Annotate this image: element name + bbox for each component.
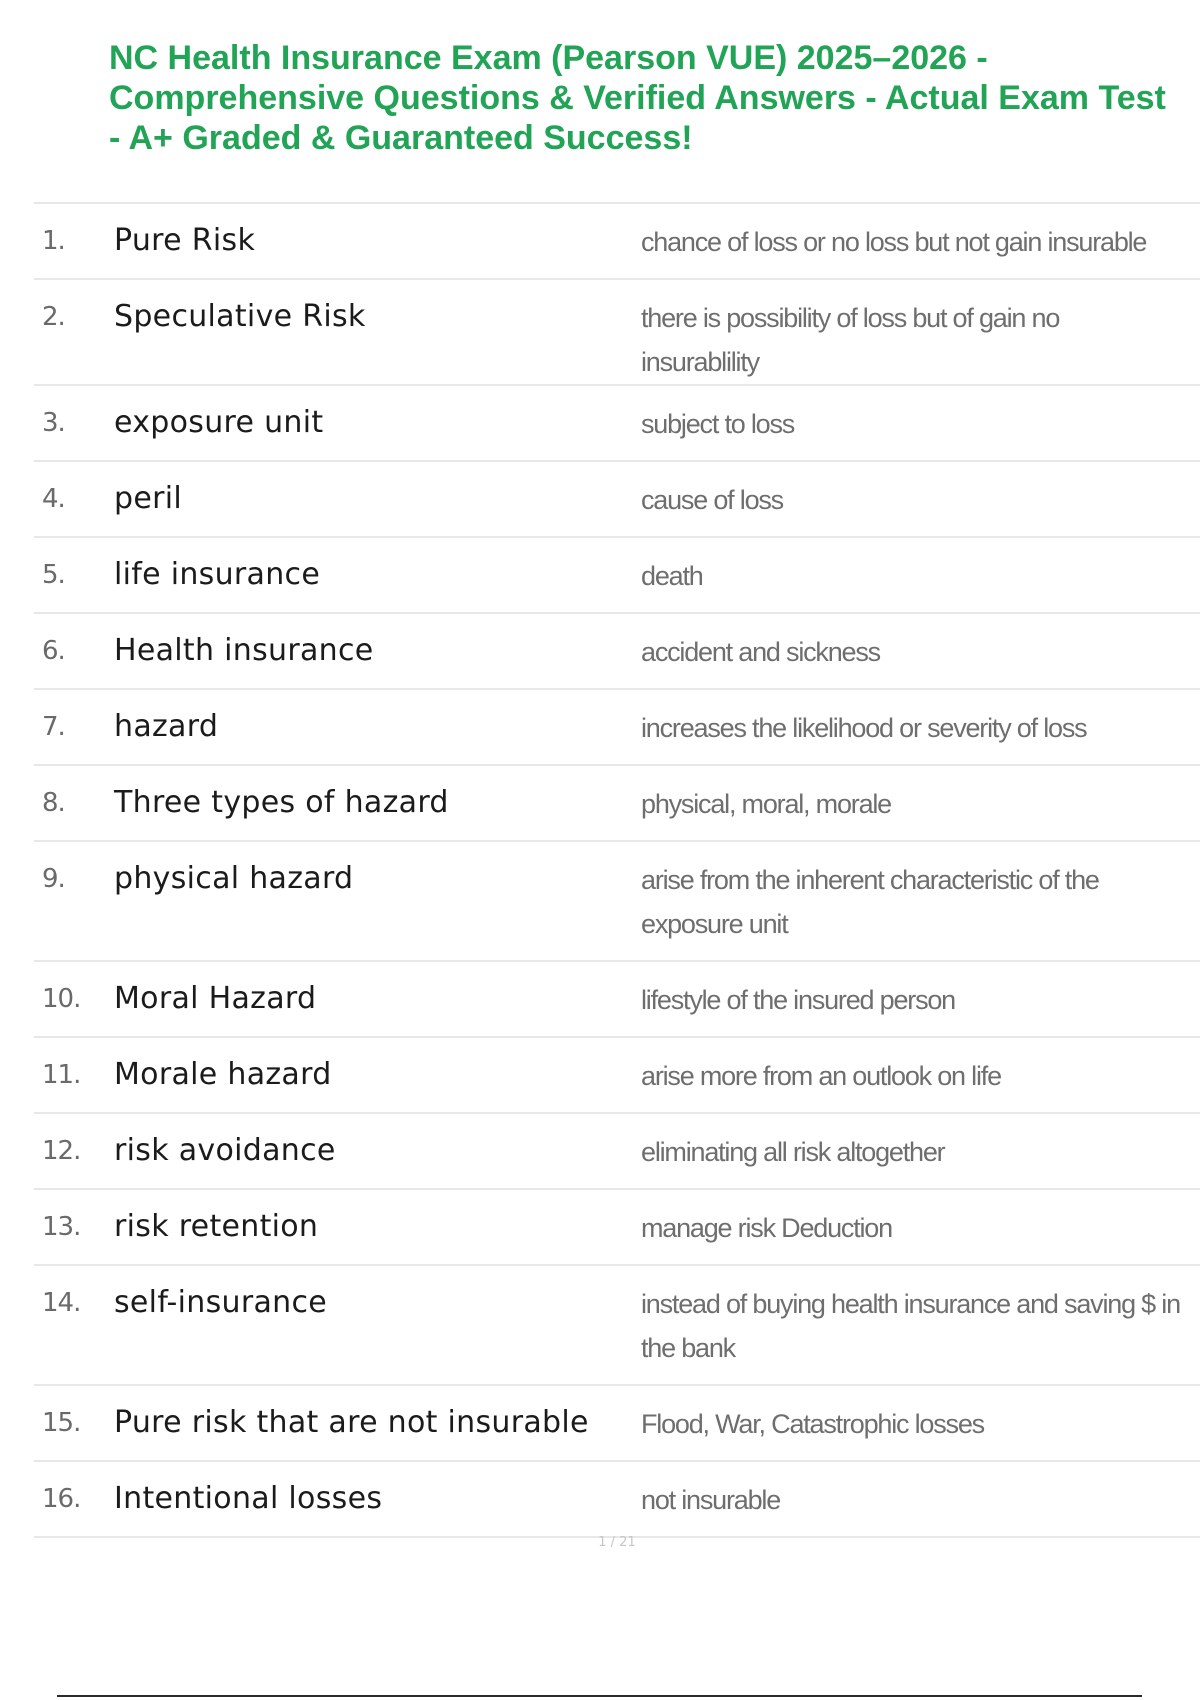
item-definition: increases the likelihood or severity of loss: [641, 713, 1087, 743]
item-definition: death: [641, 561, 703, 591]
item-number: 11.: [42, 1060, 81, 1090]
table-row: [34, 690, 1200, 766]
table-row: [34, 1038, 1200, 1114]
item-definition: manage risk Deduction: [641, 1213, 892, 1243]
table-row: [34, 1190, 1200, 1266]
table-row: [34, 1266, 1200, 1386]
table-row: [34, 280, 1200, 386]
divider: [57, 1695, 1142, 1697]
item-definition: lifestyle of the insured person: [641, 985, 955, 1015]
page-title: NC Health Insurance Exam (Pearson VUE) 2025–2026 - Comprehensive Questions & Verified Answers - Actual Exam Test - A+ Graded & Guaranteed Success!: [109, 39, 1166, 157]
item-number: 13.: [42, 1212, 81, 1242]
item-definition: physical, moral, morale: [641, 789, 891, 819]
table-row: [34, 1114, 1200, 1190]
item-number: 5.: [42, 560, 65, 590]
item-definition: eliminating all risk altogether: [641, 1137, 945, 1167]
item-number: 12.: [42, 1136, 81, 1166]
table-row: [34, 842, 1200, 962]
item-number: 8.: [42, 788, 65, 818]
table-row: [34, 462, 1200, 538]
item-definition: arise from the inherent characteristic of the exposure unit: [641, 865, 1099, 939]
item-term: risk avoidance: [114, 1133, 336, 1168]
qa-table: [34, 202, 1200, 1538]
item-term: Speculative Risk: [114, 299, 366, 334]
item-number: 3.: [42, 408, 65, 438]
item-definition: Flood, War, Catastrophic losses: [641, 1409, 984, 1439]
item-definition: accident and sickness: [641, 637, 880, 667]
item-term: peril: [114, 481, 183, 516]
item-definition: cause of loss: [641, 485, 783, 515]
item-number: 2.: [42, 302, 65, 332]
item-term: hazard: [114, 709, 219, 744]
table-row: [34, 1386, 1200, 1462]
table-row: [34, 538, 1200, 614]
item-term: life insurance: [114, 557, 321, 592]
item-definition: there is possibility of loss but of gain no insurablility: [641, 303, 1060, 377]
item-term: Health insurance: [114, 633, 374, 668]
item-term: risk retention: [114, 1209, 319, 1244]
item-definition: instead of buying health insurance and saving $ in the bank: [641, 1289, 1180, 1363]
table-row: [34, 614, 1200, 690]
item-definition: subject to loss: [641, 409, 795, 439]
item-term: Pure Risk: [114, 223, 256, 258]
item-term: Intentional losses: [114, 1481, 383, 1516]
page-number: 1 / 21: [598, 1535, 636, 1550]
item-number: 14.: [42, 1288, 81, 1318]
item-number: 7.: [42, 712, 65, 742]
item-term: exposure unit: [114, 405, 324, 440]
item-definition: not insurable: [641, 1485, 781, 1515]
item-term: physical hazard: [114, 861, 354, 896]
item-number: 10.: [42, 984, 81, 1014]
item-term: Moral Hazard: [114, 981, 317, 1016]
item-number: 4.: [42, 484, 65, 514]
item-definition: chance of loss or no loss but not gain insurable: [641, 227, 1147, 257]
item-number: 16.: [42, 1484, 81, 1514]
item-term: Morale hazard: [114, 1057, 332, 1092]
item-term: self-insurance: [114, 1285, 328, 1320]
table-row: [34, 204, 1200, 280]
table-row: [34, 962, 1200, 1038]
item-definition: arise more from an outlook on life: [641, 1061, 1001, 1091]
item-term: Pure risk that are not insurable: [114, 1405, 589, 1440]
item-number: 9.: [42, 864, 65, 894]
item-number: 15.: [42, 1408, 81, 1438]
item-term: Three types of hazard: [114, 785, 449, 820]
item-number: 1.: [42, 226, 65, 256]
table-row: [34, 386, 1200, 462]
table-row: [34, 1462, 1200, 1538]
item-number: 6.: [42, 636, 65, 666]
table-row: [34, 766, 1200, 842]
